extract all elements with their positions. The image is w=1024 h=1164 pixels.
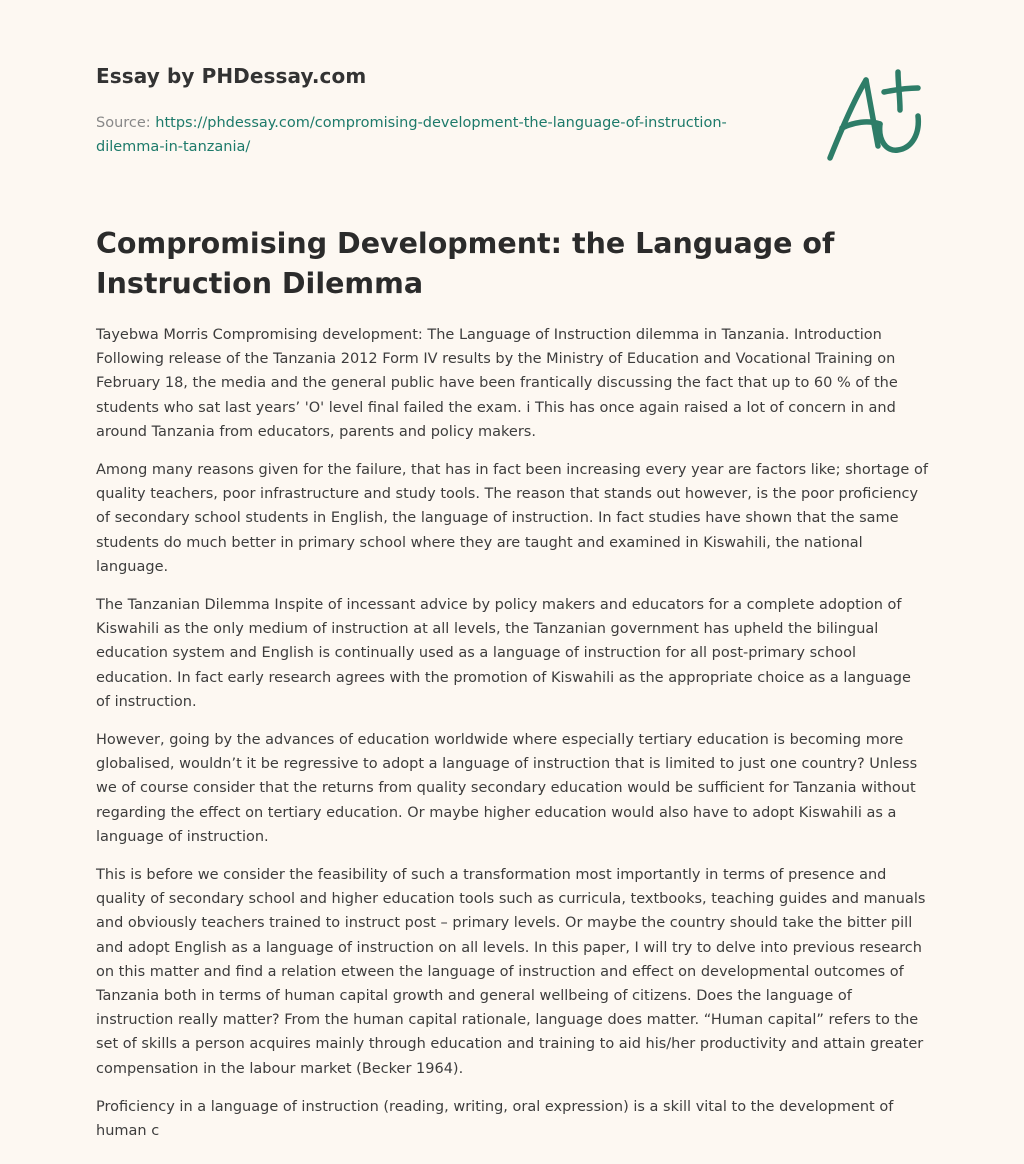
essay-body (96, 323, 928, 1157)
essay-paragraph: Among many reasons given for the failure, that has in fact been increasing every year are factors like; shortage of quality teachers, poor infrastructure and study tools. The reason that stands out however, is the poor proficiency of secondary school students in English, the language of instruction. In fact studies have shown that the same students do much better in primary school where they are taught and examined in Kiswahili, the national language. (96, 462, 928, 575)
essay-paragraph: However, going by the advances of education worldwide where especially tertiary education is becoming more globalised, wouldn’t it be regressive to adopt a language of instruction that is limited to just one country? Unless we of course consider that the returns from quality secondary education would be sufficient for Tanzania without regarding the effect on tertiary education. Or maybe higher education would also have to adopt Kiswahili as a language of instruction. (96, 732, 918, 845)
essay-paragraph: The Tanzanian Dilemma Inspite of incessant advice by policy makers and educators for a complete adoption of Kiswahili as the only medium of instruction at all levels, the Tanzanian government has upheld the bilingual education system and English is continually used as a language of instruction for all post-primary school education. In fact early research agrees with the promotion of Kiswahili as the appropriate choice as a language of instruction. (96, 597, 911, 710)
essay-paragraph: Proficiency in a language of instruction (reading, writing, oral expression) is a skill vital to the development of human c (96, 1098, 894, 1140)
site-title: Essay by PHDessay.com (96, 64, 367, 88)
essay-paragraph: Tayebwa Morris Compromising development: The Language of Instruction dilemma in Tanzania. Introduction Following release of the Tanzania 2012 Form IV results by the Ministry of Education and Vocational Training on February 18, the media and the general public have been frantically discussing the fact that up to 60 % of the students who sat last years’ 'O' level final failed the exam. i This has once again raised a lot of concern in and around Tanzania from educators, parents and policy makers. (96, 327, 898, 440)
source-link[interactable]: https://phdessay.com/compromising-development-the-language-of-instruction-dilemma-in-tanzania/ (96, 115, 727, 155)
source-label: Source: (96, 115, 151, 131)
essay-title: Compromising Development: the Language of Instruction Dilemma (96, 227, 835, 300)
a-plus-grade-icon (820, 66, 930, 166)
essay-paragraph: This is before we consider the feasibility of such a transformation most importantly in terms of presence and quality of secondary school and higher education tools such as curricula, textbooks, teaching guides and manuals and obviously teachers trained to instruct post – primary levels. Or maybe the country should take the bitter pill and adopt English as a language of instruction on all levels. In this paper, I will try to delve into previous research on this matter and find a relation etween the language of instruction and effect on developmental outcomes of Tanzania both in terms of human capital growth and general wellbeing of citizens. Does the language of instruction really matter? From the human capital rationale, language does matter. “Human capital” refers to the set of skills a person acquires mainly through education and training to aid his/her productivity and attain greater compensation in the labour market (Becker 1964). (96, 867, 926, 1077)
source-line (96, 111, 776, 159)
